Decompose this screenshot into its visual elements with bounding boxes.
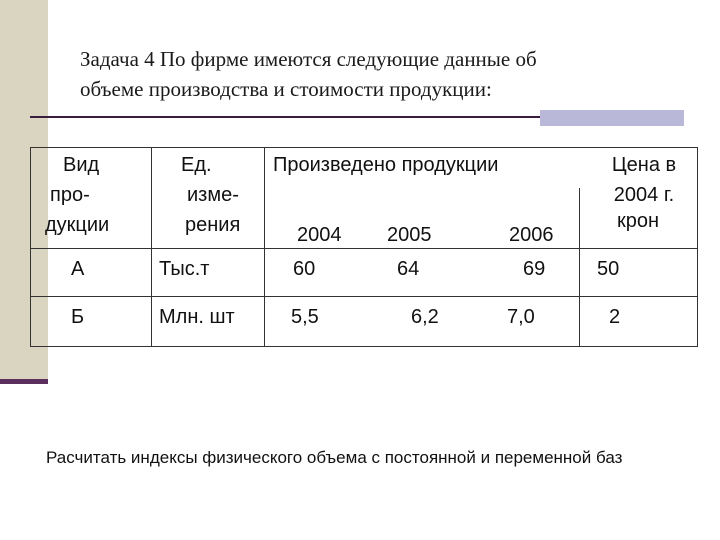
- header-price-line-3: крон: [616, 210, 660, 232]
- left-decor-accent: [0, 379, 48, 384]
- row-divider-1: [31, 248, 697, 249]
- header-unit-line-1: Ед.: [181, 154, 212, 176]
- header-year-2004: 2004: [297, 224, 342, 246]
- header-price-line-2: 2004 г.: [613, 184, 675, 206]
- header-type-line-3: дукции: [45, 214, 110, 236]
- header-type: [45, 150, 109, 240]
- row-b-type: Б: [71, 306, 85, 328]
- row-b-price: 2: [609, 306, 621, 328]
- row-a-unit: Тыс.т: [159, 258, 210, 280]
- data-table: [30, 147, 698, 347]
- header-unit: [177, 150, 240, 240]
- row-a-2006: 69: [523, 258, 546, 280]
- header-produced: Произведено продукции: [273, 154, 499, 176]
- row-a-2005: 64: [397, 258, 420, 280]
- row-divider-2: [31, 296, 697, 297]
- row-b-unit: Млн. шт: [159, 306, 235, 328]
- row-a-type: А: [71, 258, 85, 280]
- header-unit-line-3: рения: [185, 214, 241, 236]
- row-a-price: 50: [597, 258, 620, 280]
- task-instruction: Расчитать индексы физического объема с постоянной и переменной баз: [46, 448, 623, 467]
- header-type-line-2: про-: [50, 184, 90, 206]
- task-title: [80, 44, 680, 104]
- header-year-2005: 2005: [387, 224, 432, 246]
- header-unit-line-2: изме-: [187, 184, 239, 206]
- row-b-2006: 7,0: [507, 306, 535, 328]
- header-price-line-1: Цена в: [611, 154, 677, 176]
- divider-accent-block: [540, 110, 684, 126]
- row-b-2005: 6,2: [411, 306, 439, 328]
- row-a-2004: 60: [293, 258, 316, 280]
- task-title-line-1: Задача 4 По фирме имеются следующие данные об: [80, 47, 537, 71]
- col-divider-2: [264, 148, 265, 346]
- row-b-2004: 5,5: [291, 306, 319, 328]
- task-title-line-2: объеме производства и стоимости продукции:: [80, 77, 492, 101]
- col-divider-1: [151, 148, 152, 346]
- header-price: [589, 150, 699, 236]
- header-year-2006: 2006: [509, 224, 554, 246]
- header-type-line-1: Вид: [63, 154, 100, 176]
